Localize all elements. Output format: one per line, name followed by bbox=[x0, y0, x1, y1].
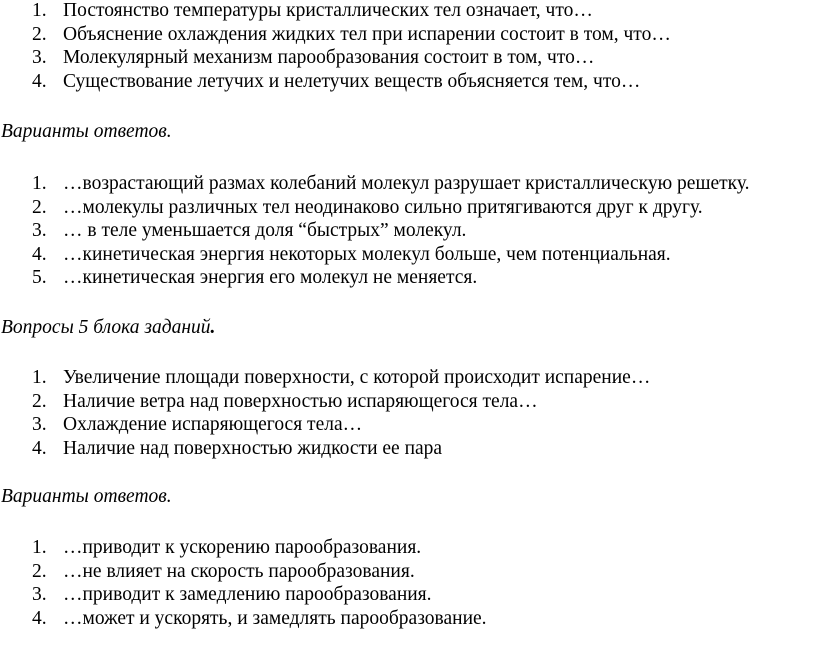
item-text: …приводит к ускорению парообразования. bbox=[63, 537, 422, 558]
item-number: 1. bbox=[32, 367, 47, 388]
item-number: 2. bbox=[32, 390, 47, 412]
item-text: …не влияет на скорость парообразования. bbox=[63, 560, 415, 582]
item-text: …приводит к замедлению парообразования. bbox=[63, 584, 432, 605]
block5-heading-text: Вопросы 5 блока заданий bbox=[1, 317, 211, 338]
block5-heading-dot: . bbox=[210, 317, 216, 338]
answers-heading-1: Варианты ответов. bbox=[1, 121, 172, 142]
item-number: 1. bbox=[32, 173, 47, 194]
item-text: Постоянство температуры кристаллических тел означает, что… bbox=[63, 0, 593, 21]
item-text: Наличие над поверхностью жидкости ее пара bbox=[63, 437, 443, 459]
item-text: Увеличение площади поверхности, с которой происходит испарение… bbox=[63, 367, 651, 388]
item-number: 4. bbox=[32, 70, 47, 92]
item-text: …кинетическая энергия его молекул не меняется. bbox=[63, 267, 478, 288]
item-text: Молекулярный механизм парообразования состоит в том, что… bbox=[63, 47, 595, 68]
item-text: Существование летучих и нелетучих веществ объясняется тем, что… bbox=[63, 70, 641, 92]
item-number: 5. bbox=[32, 267, 47, 288]
item-text: …молекулы различных тел неодинаково сильно притягиваются друг к другу. bbox=[63, 196, 703, 218]
item-number: 4. bbox=[32, 437, 47, 459]
item-text: Охлаждение испаряющегося тела… bbox=[63, 414, 363, 435]
block5-heading bbox=[1, 316, 215, 340]
item-text: Объяснение охлаждения жидких тел при испарении состоит в том, что… bbox=[63, 23, 671, 45]
item-number: 2. bbox=[32, 196, 47, 218]
item-text: …возрастающий размах колебаний молекул разрушает кристаллическую решетку. bbox=[63, 173, 750, 194]
item-number: 2. bbox=[32, 23, 47, 45]
item-text: … в теле уменьшается доля “быстрых” молекул. bbox=[63, 220, 467, 241]
item-number: 1. bbox=[32, 537, 47, 558]
item-number: 2. bbox=[32, 560, 47, 582]
item-number: 3. bbox=[32, 47, 47, 68]
item-text: Наличие ветра над поверхностью испаряющегося тела… bbox=[63, 390, 538, 412]
item-number: 3. bbox=[32, 584, 47, 605]
item-number: 4. bbox=[32, 243, 47, 265]
item-text: …может и ускорять, и замедлять парообразование. bbox=[63, 607, 487, 629]
item-number: 3. bbox=[32, 220, 47, 241]
answers-heading-2: Варианты ответов. bbox=[1, 486, 172, 507]
item-text: …кинетическая энергия некоторых молекул больше, чем потенциальная. bbox=[63, 243, 671, 265]
item-number: 4. bbox=[32, 607, 47, 629]
item-number: 1. bbox=[32, 0, 47, 21]
item-number: 3. bbox=[32, 414, 47, 435]
